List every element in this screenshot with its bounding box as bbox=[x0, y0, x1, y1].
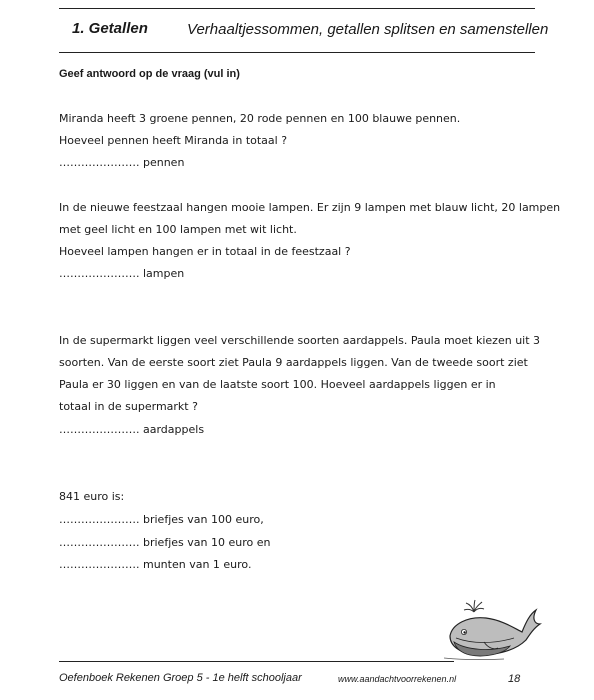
exercise-3-line-3: Paula er 30 liggen en van de laatste soort 100. Hoeveel aardappels liggen er in bbox=[59, 378, 496, 391]
header-rule-top bbox=[59, 8, 535, 9]
exercise-2-line-1: In de nieuwe feestzaal hangen mooie lampen. Er zijn 9 lampen met blauw licht, 20 lampen bbox=[59, 201, 561, 214]
exercise-3-line-1: In de supermarkt liggen veel verschillende soorten aardappels. Paula moet kiezen uit 3 bbox=[59, 334, 541, 347]
split-answer-ones[interactable]: …………………. munten van 1 euro. bbox=[59, 558, 252, 571]
footer-rule bbox=[59, 661, 454, 662]
chapter-title: 1. Getallen bbox=[72, 20, 148, 37]
topic-title: Verhaaltjessommen, getallen splitsen en samenstellen bbox=[187, 21, 549, 38]
exercise-2-answer[interactable]: …………………. lampen bbox=[59, 267, 185, 280]
exercise-1-line-1: Miranda heeft 3 groene pennen, 20 rode pennen en 100 blauwe pennen. bbox=[59, 112, 461, 125]
exercise-2-line-2: met geel licht en 100 lampen met wit licht. bbox=[59, 223, 297, 236]
footer-website[interactable]: www.aandachtvoorrekenen.nl bbox=[338, 674, 457, 684]
instruction: Geef antwoord op de vraag (vul in) bbox=[59, 68, 240, 80]
exercise-1-line-2: Hoeveel pennen heeft Miranda in totaal ? bbox=[59, 134, 288, 147]
exercise-3-line-2: soorten. Van de eerste soort ziet Paula 9 aardappels liggen. Van de tweede soort ziet bbox=[59, 356, 528, 369]
split-answer-hundreds[interactable]: …………………. briefjes van 100 euro, bbox=[59, 513, 264, 526]
exercise-3-answer[interactable]: …………………. aardappels bbox=[59, 423, 205, 436]
page-number: 18 bbox=[508, 673, 521, 685]
split-answer-tens[interactable]: …………………. briefjes van 10 euro en bbox=[59, 536, 271, 549]
exercise-1-answer[interactable]: …………………. pennen bbox=[59, 156, 185, 169]
header-rule-bottom bbox=[59, 52, 535, 53]
exercise-3-line-4: totaal in de supermarkt ? bbox=[59, 400, 198, 413]
split-prompt: 841 euro is: bbox=[59, 490, 125, 503]
exercise-2-line-3: Hoeveel lampen hangen er in totaal in de feestzaal ? bbox=[59, 245, 351, 258]
footer-book-title: Oefenboek Rekenen Groep 5 - 1e helft schooljaar bbox=[59, 672, 302, 684]
whale-icon bbox=[444, 598, 544, 662]
